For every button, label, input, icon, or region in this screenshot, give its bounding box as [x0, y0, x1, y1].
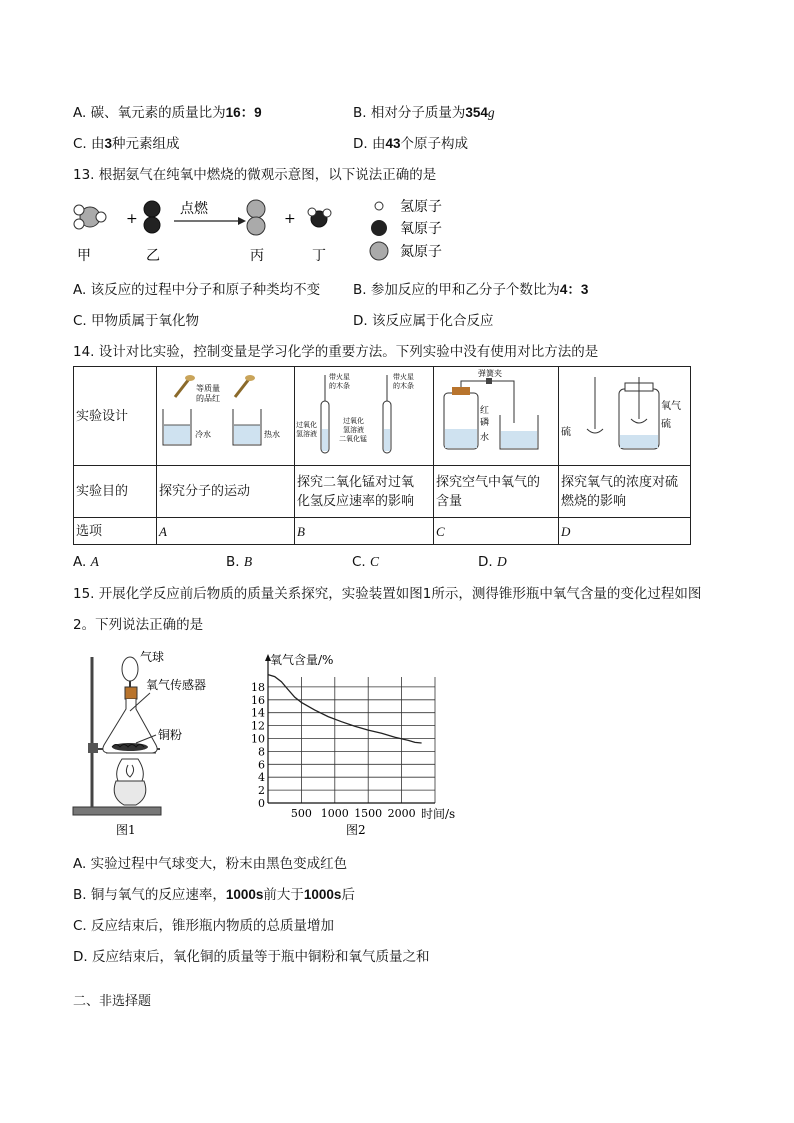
- q12-option-c-suffix: 种元素组成: [112, 136, 180, 152]
- svg-text:二氧化锰: 二氧化锰: [339, 435, 367, 443]
- q13-stem: 13. 根据氨气在纯氧中燃烧的微观示意图，以下说法正确的是: [73, 167, 437, 183]
- svg-text:的木条: 的木条: [329, 382, 350, 390]
- q13-option-b-text: B. 参加反应的甲和乙分子个数比为: [353, 282, 560, 298]
- purpose-b: 探究二氧化锰对过氧 化氢反应速率的影响: [295, 466, 434, 518]
- svg-text:红: 红: [480, 406, 490, 416]
- design-b: [295, 367, 434, 466]
- q14-option-c: C. C: [352, 554, 380, 570]
- row-label-purpose: 实验目的: [74, 466, 157, 518]
- label-bing: 丙: [250, 248, 264, 264]
- row-label-option: 选项: [74, 518, 157, 545]
- q14-stem: 14. 设计对比实验，控制变量是学习化学的重要方法。下列实验中没有使用对比方法的是: [73, 344, 599, 360]
- q12-option-a-value: 16：9: [225, 105, 262, 120]
- x-tick-label: 2000: [387, 807, 416, 820]
- svg-text:氧气: 氧气: [661, 401, 681, 412]
- q15-figure2-chart: [250, 647, 470, 839]
- fig1-label-copper: 铜粉: [158, 728, 183, 742]
- q12-option-b-value: 354: [465, 105, 488, 120]
- q13-option-a: A. 该反应的过程中分子和原子种类均不变: [73, 282, 321, 298]
- option-cell-a: A: [157, 518, 295, 545]
- q12-option-b: [353, 104, 495, 122]
- legend-nitrogen: 氮原子: [400, 244, 442, 260]
- q13-option-d: D. 该反应属于化合反应: [353, 313, 494, 329]
- q12-option-c-value: 3: [104, 136, 113, 151]
- option-cell-c: C: [434, 518, 559, 545]
- svg-text:等质量: 等质量: [196, 384, 220, 393]
- section-heading-nonchoice: 二、非选择题: [73, 994, 152, 1009]
- chart-axes: [265, 654, 435, 803]
- fig1-label-balloon: 气球: [140, 650, 165, 664]
- y-tick-label: 10: [251, 732, 265, 746]
- arrow-label: 点燃: [180, 201, 208, 217]
- y-tick-label: 18: [251, 680, 265, 694]
- row-design: [74, 367, 691, 466]
- legend-hydrogen: 氢原子: [400, 199, 442, 215]
- plus-sign-1: +: [126, 211, 138, 227]
- svg-text:热水: 热水: [264, 430, 280, 439]
- svg-text:过氧化: 过氧化: [296, 421, 317, 429]
- design-a: [157, 367, 295, 466]
- q12-option-d-value: 43: [385, 136, 401, 151]
- q13-option-b-value: 4：3: [559, 282, 589, 297]
- design-a-figure: [157, 367, 293, 459]
- fig2-caption: 图2: [346, 823, 366, 837]
- q12-option-c-prefix: C. 由: [73, 136, 105, 152]
- design-b-figure: [295, 367, 432, 459]
- y-tick-label: 8: [258, 745, 265, 759]
- q13-option-c: C. 甲物质属于氧化物: [73, 313, 200, 329]
- svg-text:带火星: 带火星: [393, 373, 414, 381]
- q15-figure1-apparatus: [70, 647, 250, 839]
- svg-text:硫: 硫: [661, 419, 671, 430]
- oxygen-content-line: [268, 675, 422, 743]
- molecule-yi: [144, 201, 160, 233]
- y-tick-label: 0: [258, 797, 265, 810]
- x-tick-label: 1500: [354, 807, 383, 820]
- q15-stem-line2: 2。下列说法正确的是: [73, 617, 204, 633]
- arrow-head-icon: [238, 217, 246, 225]
- svg-text:冷水: 冷水: [195, 430, 211, 439]
- y-tick-label: 12: [251, 719, 265, 733]
- y-tick-label: 16: [251, 693, 265, 707]
- q14-option-d: D. D: [478, 554, 507, 570]
- option-cell-d: D: [559, 518, 691, 545]
- svg-text:过氧化: 过氧化: [343, 417, 364, 425]
- y-tick-label: 4: [258, 771, 265, 785]
- q14-experiment-table: [73, 366, 691, 545]
- purpose-d: 探究氧气的浓度对硫 燃烧的影响: [559, 466, 691, 518]
- q15-option-b: B. 铜与氧气的反应速率，1000s前大于1000s后: [73, 887, 355, 903]
- design-c-figure: [434, 367, 557, 459]
- q12-option-c: [73, 135, 180, 153]
- q12-option-b-unit: g: [487, 105, 495, 120]
- q12-option-d-prefix: D. 由: [353, 136, 386, 152]
- molecule-bing: [247, 200, 265, 235]
- chart-y-ticks: [251, 681, 265, 810]
- q14-option-a: A. A: [73, 554, 99, 570]
- y-tick-label: 6: [258, 758, 265, 772]
- q12-option-d: [353, 135, 468, 153]
- q14-option-b: B. B: [226, 554, 253, 570]
- q12-option-b-text: B. 相对分子质量为: [353, 105, 466, 121]
- q15-option-c: C. 反应结束后，锥形瓶内物质的总质量增加: [73, 918, 335, 934]
- q12-option-d-suffix: 个原子构成: [400, 136, 469, 152]
- row-purpose: [74, 466, 691, 518]
- legend-oxygen-icon: [371, 220, 387, 236]
- chart-x-axis-label: 时间/s: [421, 807, 456, 821]
- q15-stem-line1: 15. 开展化学反应前后物质的质量关系探究，实验装置如图1所示，测得锥形瓶中氧气含量的变化过程如图: [73, 586, 702, 602]
- q13-option-b: [353, 281, 588, 299]
- molecule-jia: [74, 205, 106, 229]
- svg-text:弹簧夹: 弹簧夹: [478, 369, 502, 378]
- y-tick-label: 2: [258, 784, 265, 798]
- label-yi: 乙: [146, 248, 160, 264]
- purpose-a: 探究分子的运动: [157, 466, 295, 518]
- legend-nitrogen-icon: [370, 242, 388, 260]
- chart-x-ticks: [291, 807, 416, 820]
- svg-text:氢溶液: 氢溶液: [296, 430, 317, 438]
- svg-text:水: 水: [480, 433, 490, 443]
- svg-text:硫: 硫: [561, 427, 571, 438]
- y-tick-label: 14: [251, 706, 265, 720]
- q12-option-a: [73, 104, 262, 122]
- row-label-design: 实验设计: [74, 367, 157, 466]
- q13-molecule-diagram: [66, 192, 486, 268]
- row-option: [74, 518, 691, 545]
- q12-option-a-text: A. 碳、氧元素的质量比为: [73, 105, 226, 121]
- design-c: [434, 367, 559, 466]
- fig1-caption: 图1: [116, 823, 136, 837]
- design-d-figure: [559, 367, 689, 459]
- legend-hydrogen-icon: [375, 202, 383, 210]
- option-cell-b: B: [295, 518, 434, 545]
- design-d: [559, 367, 691, 466]
- svg-text:的品红: 的品红: [196, 394, 220, 403]
- q15-option-a: A. 实验过程中气球变大，粉末由黑色变成红色: [73, 856, 348, 872]
- svg-text:氢溶液: 氢溶液: [343, 426, 364, 434]
- svg-text:磷: 磷: [480, 418, 490, 428]
- svg-text:的木条: 的木条: [393, 382, 414, 390]
- q15-option-d: D. 反应结束后，氧化铜的质量等于瓶中铜粉和氧气质量之和: [73, 949, 430, 965]
- x-tick-label: 1000: [320, 807, 349, 820]
- x-tick-label: 500: [290, 807, 312, 820]
- svg-text:带火星: 带火星: [329, 373, 350, 381]
- chart-y-axis-label: 氧气含量/%: [270, 653, 334, 667]
- molecule-ding: [308, 208, 331, 227]
- label-jia: 甲: [77, 248, 91, 264]
- purpose-c: 探究空气中氧气的 含量: [434, 466, 559, 518]
- legend-oxygen: 氧原子: [400, 221, 442, 237]
- label-ding: 丁: [312, 248, 326, 264]
- plus-sign-2: +: [284, 211, 296, 227]
- fig1-label-sensor: 氧气传感器: [146, 678, 207, 692]
